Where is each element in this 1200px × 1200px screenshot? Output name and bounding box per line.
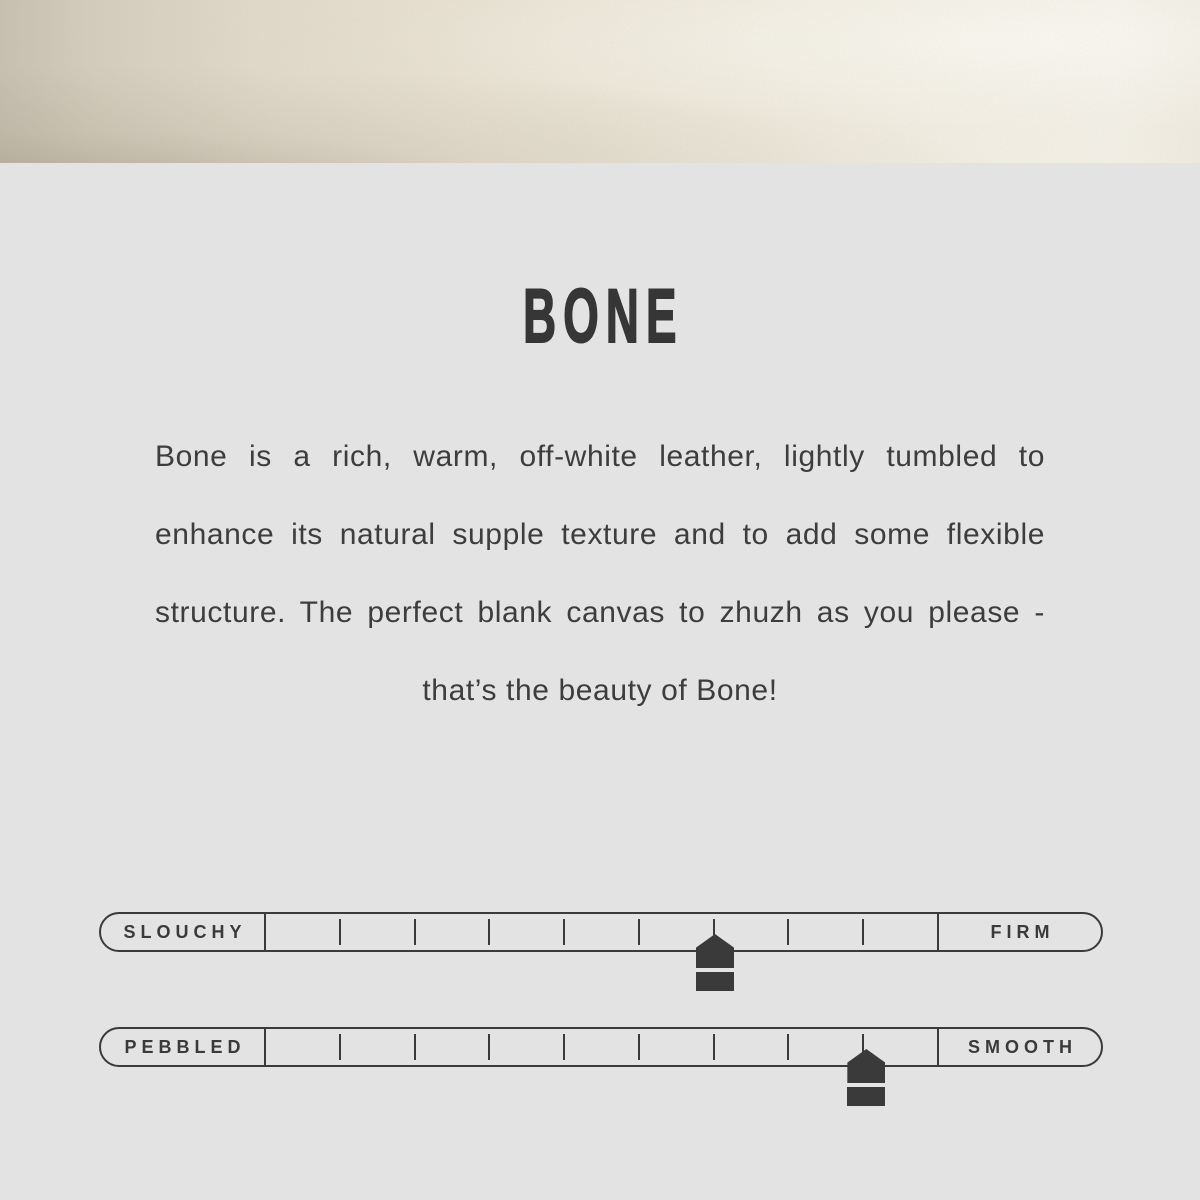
marker-pin-icon [847,1049,885,1083]
description-line: Bone is a rich, warm, off-white leather, lightly tumbled to [155,440,1045,473]
scale-right-label: SMOOTH [937,1029,1101,1065]
tick-mark [638,919,640,945]
marker-base-icon [696,972,734,991]
scale-right-label: FIRM [937,914,1101,950]
tick-mark [787,1034,789,1060]
description-line: that’s the beauty of Bone! [422,674,778,707]
page-title-text: BONE [523,274,684,359]
tick-mark [414,919,416,945]
tick-mark [862,919,864,945]
scale-marker [696,934,734,991]
scale-ticks [266,914,937,950]
tick-mark [488,1034,490,1060]
scale-left-label: PEBBLED [101,1029,266,1065]
scale-ticks [266,1029,937,1065]
tick-mark [339,919,341,945]
scale-left-label: SLOUCHY [101,914,266,950]
page-title [0,274,1200,359]
marker-base-icon [847,1087,885,1106]
structure-scale-slouchy-firm [99,912,1103,952]
color-description [155,418,1045,730]
tick-mark [488,919,490,945]
description-line: structure. The perfect blank canvas to zhuzh as you please - [155,596,1045,629]
tick-mark [414,1034,416,1060]
marker-pin-icon [696,934,734,968]
tick-mark [713,1034,715,1060]
tick-mark [638,1034,640,1060]
leather-texture-image [0,0,1200,163]
scale-marker [847,1049,885,1106]
texture-scale-pebbled-smooth [99,1027,1103,1067]
tick-mark [339,1034,341,1060]
tick-mark [787,919,789,945]
tick-mark [563,919,565,945]
tick-mark [563,1034,565,1060]
description-line: enhance its natural supple texture and to add some flexible [155,518,1045,551]
